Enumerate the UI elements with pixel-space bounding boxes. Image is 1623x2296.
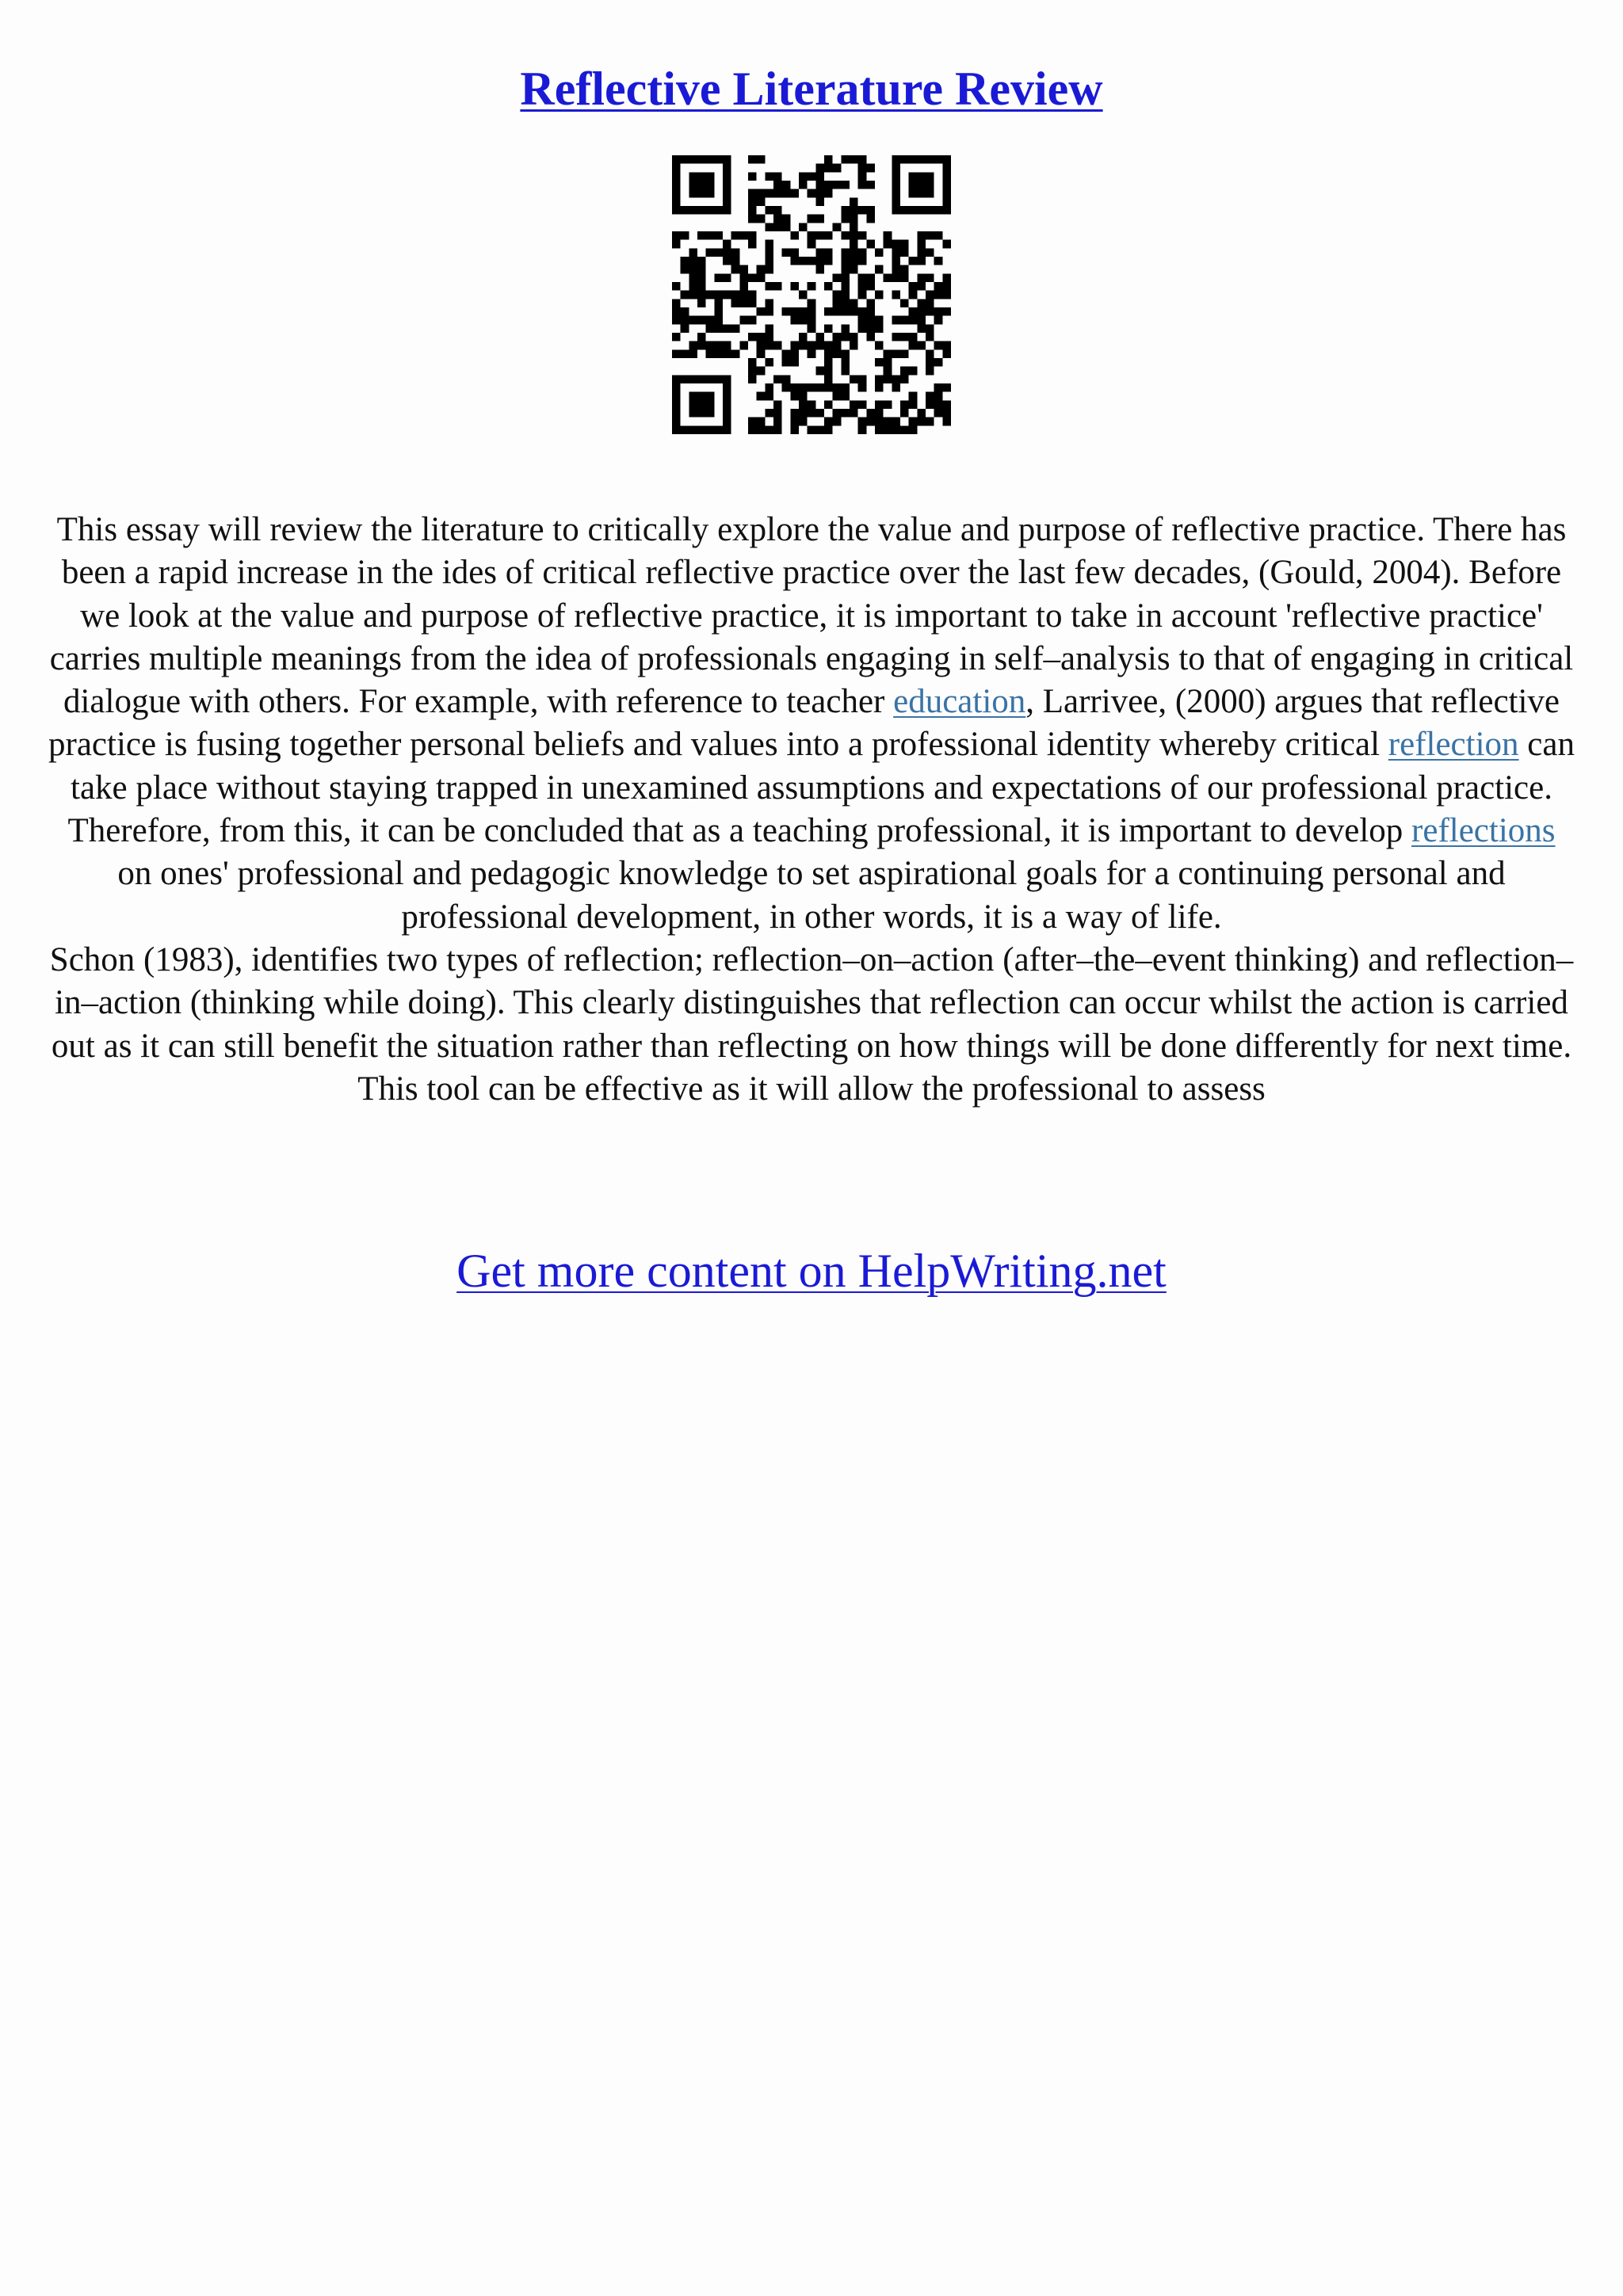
essay-body	[48, 509, 1575, 1111]
document-title	[0, 60, 1623, 117]
qr-code-icon	[672, 155, 951, 434]
get-more-content-link[interactable]: Get more content on HelpWriting.net	[456, 1245, 1167, 1297]
reflection-link[interactable]: reflection	[1388, 726, 1519, 764]
footer	[0, 1242, 1623, 1299]
essay-paragraph-2: Schon (1983), identifies two types of reflection; reflection–on–action (after–the–event thinking) and reflection–in–action (thinking while doing). This clearly distinguishes that reflection can occur whilst the action is carried out as it can still benefit the situation rather than reflecting on how things will be done differently for next time. This tool can be effective as it will allow the professional to assess	[49, 940, 1574, 1108]
paragraph-1-text-b: , Larrivee, (2000) argues that reflective practice is fusing together personal beliefs and values into a professional identity whereby critical	[48, 683, 1560, 764]
paragraph-1-text-c: can take place without staying trapped in unexamined assumptions and expectations of our professional practice. Therefore, from this, it can be concluded that as a teaching professional, it is important to develop	[67, 726, 1575, 850]
document-title-link[interactable]: Reflective Literature Review	[520, 63, 1103, 115]
education-link[interactable]: education	[893, 683, 1026, 721]
essay-paragraph-1	[48, 509, 1575, 939]
reflections-link[interactable]: reflections	[1411, 812, 1556, 850]
paragraph-1-text-a: This essay will review the literature to critically explore the value and purpose of reflective practice. There has been a rapid increase in the ides of critical reflective practice over the last few decades, (Gould, 2004). Before we look at the value and purpose of reflective practice, it is important to take in account 'reflective practice' carries multiple meanings from the idea of professionals engaging in self–analysis to that of engaging in critical dialogue with others. For example, with reference to teacher	[49, 511, 1574, 721]
paragraph-1-text-d: on ones' professional and pedagogic knowledge to set aspirational goals for a continuing personal and professional development, in other words, it is a way of life.	[117, 855, 1506, 936]
